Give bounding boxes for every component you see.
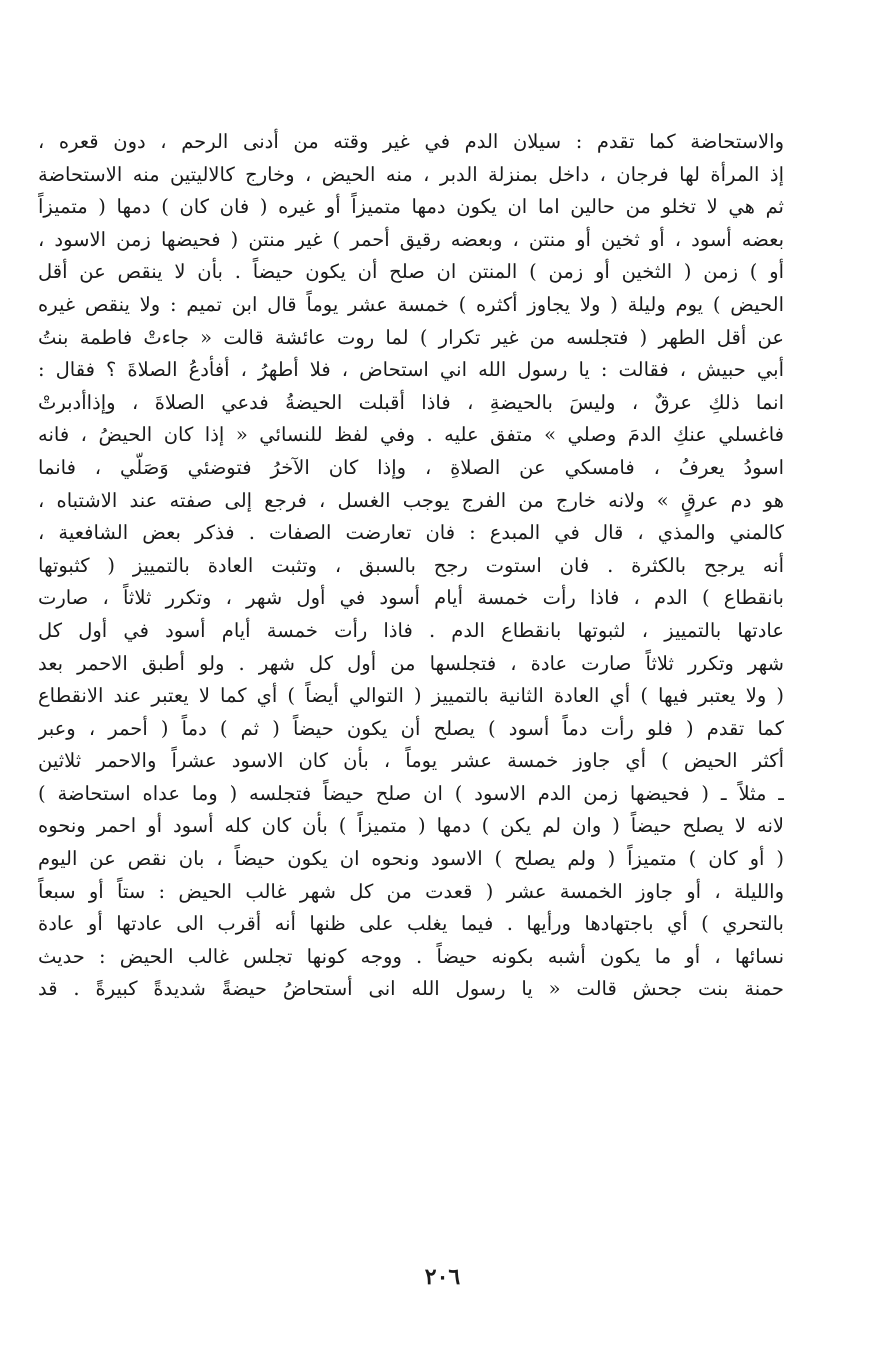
- text-line: كما تقدم ( فلو رأت دماً أسود ) يصلح أن يكون حيضاً ( ثم ) دماً ( أحمر ، وعبر: [38, 716, 784, 740]
- text-line: أكثر الحيض ) أي جاوز خمسة عشر يوماً ، بأن كان الاسود عشراً والاحمر ثلاثين: [38, 749, 784, 773]
- text-line: شهر وتكرر ثلاثاً صارت عادة ، فتجلسها من أول كل شهر . ولو أطبق الاحمر بعد: [38, 651, 784, 675]
- text-line: والليلة ، أو جاوز الخمسة عشر ( قعدت من كل شهر غالب الحيض : ستاً أو سبعاً: [38, 879, 784, 903]
- text-line: ثم هي لا تخلو من حالين اما ان يكون دمها متميزاً أو غيره ( فان كان ) دمها ( متميزاً: [38, 195, 784, 219]
- text-line: انما ذلكِ عرقٌ ، وليسَ بالحيضةِ ، فاذا أقبلت الحيضةُ فدعي الصلاةَ ، وإذاأدبرتْ: [38, 390, 784, 414]
- text-line: عن أقل الطهر ( فتجلسه من غير تكرار ) لما روت عائشة قالت « جاءتْ فاطمة بنتُ: [38, 325, 784, 349]
- text-line: أو ) زمن ( الثخين أو زمن ) المنتن ان صلح أن يكون حيضاً . بأن لا ينقص عن أقل: [38, 260, 784, 284]
- page-number: ٢٠٦: [424, 1264, 461, 1290]
- text-line: ـ مثلاً ـ ( فحيضها زمن الدم الاسود ) ان صلح حيضاً فتجلسه ( وما عداه استحاضة ): [38, 781, 784, 805]
- text-line: لانه لا يصلح حيضاً ( وان لم يكن ) دمها ( متميزاً ) بأن كان كله أسود أو احمر ونحوه: [38, 814, 784, 838]
- text-line: إذ المرأة لها فرجان ، داخل بمنزلة الدبر ، منه الحيض ، وخارج كالاليتين منه الاستحاضة: [38, 162, 784, 186]
- text-line: أبي حبيش ، فقالت : يا رسول الله اني استحاض ، فلا أطهرُ ، أفأدعُ الصلاةَ ؟ فقال :: [38, 358, 784, 382]
- text-line: كالمني والمذي ، قال في المبدع : فان تعارضت الصفات . فذكر بعض الشافعية ،: [38, 521, 784, 545]
- text-line: حمنة بنت جحش قالت « يا رسول الله انى أستحاضُ حيضةً شديدةً كبيرةً . قد: [38, 977, 784, 1001]
- text-line: هو دم عرقٍ » ولانه خارج من الفرج يوجب الغسل ، فرجع إلى صفته عند الاشتباه ،: [38, 488, 784, 512]
- text-line: والاستحاضة كما تقدم : سيلان الدم في غير وقته من أدنى الرحم ، دون قعره ،: [38, 130, 784, 153]
- text-line: اسودُ يعرفُ ، فامسكي عن الصلاةِ ، وإذا كان الآخرُ فتوضئي وَصَلّي ، فانما: [38, 455, 784, 479]
- text-line: ( أو كان ) متميزاً ( ولم يصلح ) الاسود ونحوه ان يكون حيضاً ، بان نقص عن اليوم: [38, 847, 784, 871]
- text-line: الحيض ) يوم وليلة ( ولا يجاوز أكثره ) خمسة عشر يوماً قال ابن تميم : ولا ينقص غيره: [38, 292, 784, 316]
- text-line: نسائها ، أو ما يكون أشبه بكونه حيضاً . ووجه كونها تجلس غالب الحيض : حديث: [38, 944, 784, 968]
- text-line: بالتحري ) أي باجتهادها ورأيها . فيما يغلب على ظنها أنه أقرب الى عادتها أو عادة: [38, 912, 784, 936]
- text-line: أنه يرجح بالكثرة . فان استوت رجح بالسبق ، وتثبت العادة بالتمييز ( كثبوتها: [38, 553, 784, 577]
- text-line: بعضه أسود ، أو ثخين أو منتن ، وبعضه رقيق أحمر ) غير منتن ( فحيضها زمن الاسود ،: [38, 227, 784, 251]
- body-text: [38, 126, 784, 1006]
- text-line: بانقطاع ) الدم ، فاذا رأت خمسة أيام أسود في أول شهر ، وتكرر ثلاثاً ، صارت: [38, 586, 784, 610]
- text-line: عادتها بالتمييز ، لثبوتها بانقطاع الدم . فاذا رأت خمسة أيام أسود في أول كل: [38, 618, 784, 642]
- text-line: فاغسلي عنكِ الدمَ وصلي » متفق عليه . وفي لفظ للنسائي « إذا كان الحيضُ ، فانه: [38, 423, 784, 447]
- text-line: ( ولا يعتبر فيها ) أي العادة الثانية بالتمييز ( التوالي أيضاً ) أي كما لا يعتبر عند الانقطاع: [38, 684, 784, 708]
